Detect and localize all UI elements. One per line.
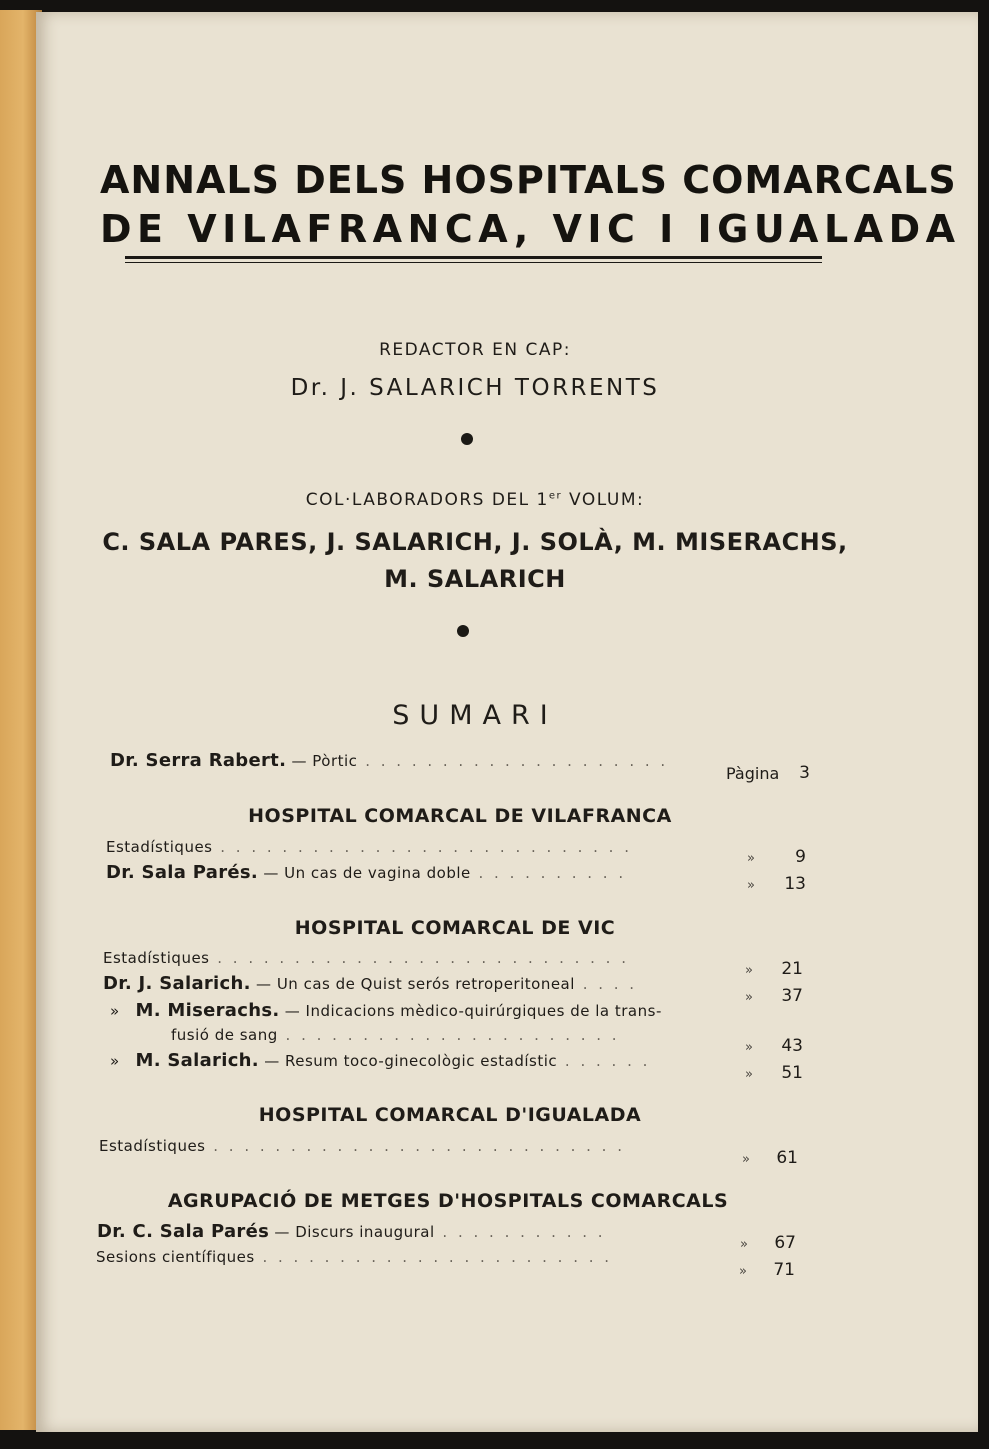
- toc-entry: [96, 1248, 612, 1266]
- toc-author: Dr. J. Salarich.: [103, 973, 251, 994]
- ditto-mark: »: [745, 963, 753, 978]
- dot-leader: . . . . . .: [557, 1052, 651, 1070]
- toc-entry: [106, 862, 626, 883]
- redactor-name: Dr. J. SALARICH TORRENTS: [290, 375, 660, 401]
- toc-title: Discurs inaugural: [295, 1223, 435, 1241]
- toc-separator: —: [264, 1052, 285, 1070]
- collaborators-label-sup: er: [548, 490, 563, 502]
- toc-author: M. Salarich.: [135, 1050, 259, 1071]
- section-heading-agrupacio: AGRUPACIÓ DE METGES D'HOSPITALS COMARCALS: [167, 1190, 729, 1212]
- ditto-mark: »: [745, 1067, 753, 1082]
- ditto-prefix: »: [110, 1052, 120, 1070]
- journal-title-line-2: DE VILAFRANCA, VIC I IGUALADA: [100, 207, 961, 251]
- dot-leader: . . . . . . . . . . .: [434, 1223, 606, 1241]
- page-label: Pàgina: [726, 764, 780, 783]
- toc-separator: —: [274, 1223, 296, 1241]
- page-number: 13: [784, 874, 806, 894]
- page-number: 51: [781, 1063, 803, 1083]
- collaborators-line-1: C. SALA PARES, J. SALARICH, J. SOLÀ, M. MISERACHS,: [102, 528, 848, 556]
- toc-entry: [106, 838, 632, 856]
- toc-entry: [103, 973, 637, 994]
- toc-entry: [99, 1137, 625, 1155]
- bullet-divider: [461, 433, 473, 445]
- toc-title: fusió de sang: [171, 1026, 278, 1044]
- ditto-mark: »: [740, 1237, 748, 1252]
- ditto-mark: »: [739, 1264, 747, 1279]
- ditto-mark: »: [747, 878, 755, 893]
- page-number: 43: [781, 1036, 803, 1056]
- toc-entry: [110, 1000, 662, 1021]
- ditto-prefix: »: [110, 1002, 120, 1020]
- bullet-divider: [457, 625, 469, 637]
- toc-title: Resum toco-ginecològic estadístic: [284, 1052, 558, 1070]
- collaborators-label: [100, 490, 850, 510]
- toc-author: M. Miserachs.: [135, 1000, 280, 1021]
- dot-leader: . . . . . . . . . . . . . . . . . . . . . . . . . . .: [209, 949, 629, 967]
- journal-title-line-1: ANNALS DELS HOSPITALS COMARCALS: [100, 158, 957, 202]
- toc-title: Un cas de vagina doble: [284, 864, 471, 882]
- dot-leader: . . . . . . . . . . . . . . . . . . . .: [357, 752, 669, 770]
- page-number: 3: [799, 763, 810, 783]
- toc-separator: —: [256, 975, 277, 993]
- page-number: 9: [795, 847, 806, 867]
- toc-entry-continuation: [171, 1026, 620, 1044]
- page-number: 37: [781, 986, 803, 1006]
- ditto-mark: »: [747, 851, 755, 866]
- toc-title: Pòrtic: [312, 752, 358, 770]
- ditto-mark: »: [745, 990, 753, 1005]
- collaborators-line-2: M. SALARICH: [384, 565, 566, 593]
- toc-separator: —: [291, 752, 313, 770]
- collaborators-label-pre: COL·LABORADORS DEL 1: [305, 490, 549, 510]
- dot-leader: . . . . . . . . . . . . . . . . . . . . . . .: [254, 1248, 613, 1266]
- section-heading-vilafranca: HOSPITAL COMARCAL DE VILAFRANCA: [248, 805, 672, 827]
- page-number: 71: [773, 1260, 795, 1280]
- toc-title: Estadístiques: [103, 949, 210, 967]
- toc-entry: [103, 949, 629, 967]
- toc-author: Dr. Sala Parés.: [106, 862, 259, 883]
- dot-leader: . . . . . . . . . . . . . . . . . . . . . . . . . . .: [205, 1137, 625, 1155]
- toc-separator: —: [263, 864, 285, 882]
- toc-title: Un cas de Quist serós retroperitoneal: [276, 975, 575, 993]
- toc-author: Dr. Serra Rabert.: [110, 750, 287, 771]
- toc-entry-portic: [110, 750, 668, 771]
- dot-leader: . . . . . . . . . . . . . . . . . . . . . . . . . . .: [212, 838, 632, 856]
- toc-entry: [97, 1221, 606, 1242]
- toc-title: Estadístiques: [99, 1137, 206, 1155]
- toc-author: Dr. C. Sala Parés: [97, 1221, 270, 1242]
- page-number: 61: [776, 1148, 798, 1168]
- sumari-heading: SUMARI: [392, 700, 558, 731]
- collaborators-label-post: VOLUM:: [569, 490, 645, 510]
- toc-title: Indicacions mèdico-quirúrgiques de la trans-: [305, 1002, 662, 1020]
- toc-separator: —: [284, 1002, 306, 1020]
- redactor-label: REDACTOR EN CAP:: [379, 340, 571, 360]
- title-rule-thin: [125, 262, 822, 263]
- toc-entry: [110, 1050, 650, 1071]
- ditto-mark: »: [742, 1152, 750, 1167]
- page-number: 21: [781, 959, 803, 979]
- toc-title: Estadístiques: [106, 838, 213, 856]
- dot-leader: . . . .: [574, 975, 638, 993]
- title-rule-thick: [125, 256, 822, 259]
- ditto-mark: »: [745, 1040, 753, 1055]
- section-heading-igualada: HOSPITAL COMARCAL D'IGUALADA: [258, 1104, 642, 1126]
- dot-leader: . . . . . . . . . .: [470, 864, 627, 882]
- dot-leader: . . . . . . . . . . . . . . . . . . . . . .: [277, 1026, 620, 1044]
- page-number: 67: [774, 1233, 796, 1253]
- section-heading-vic: HOSPITAL COMARCAL DE VIC: [294, 917, 616, 939]
- toc-title: Sesions científiques: [96, 1248, 255, 1266]
